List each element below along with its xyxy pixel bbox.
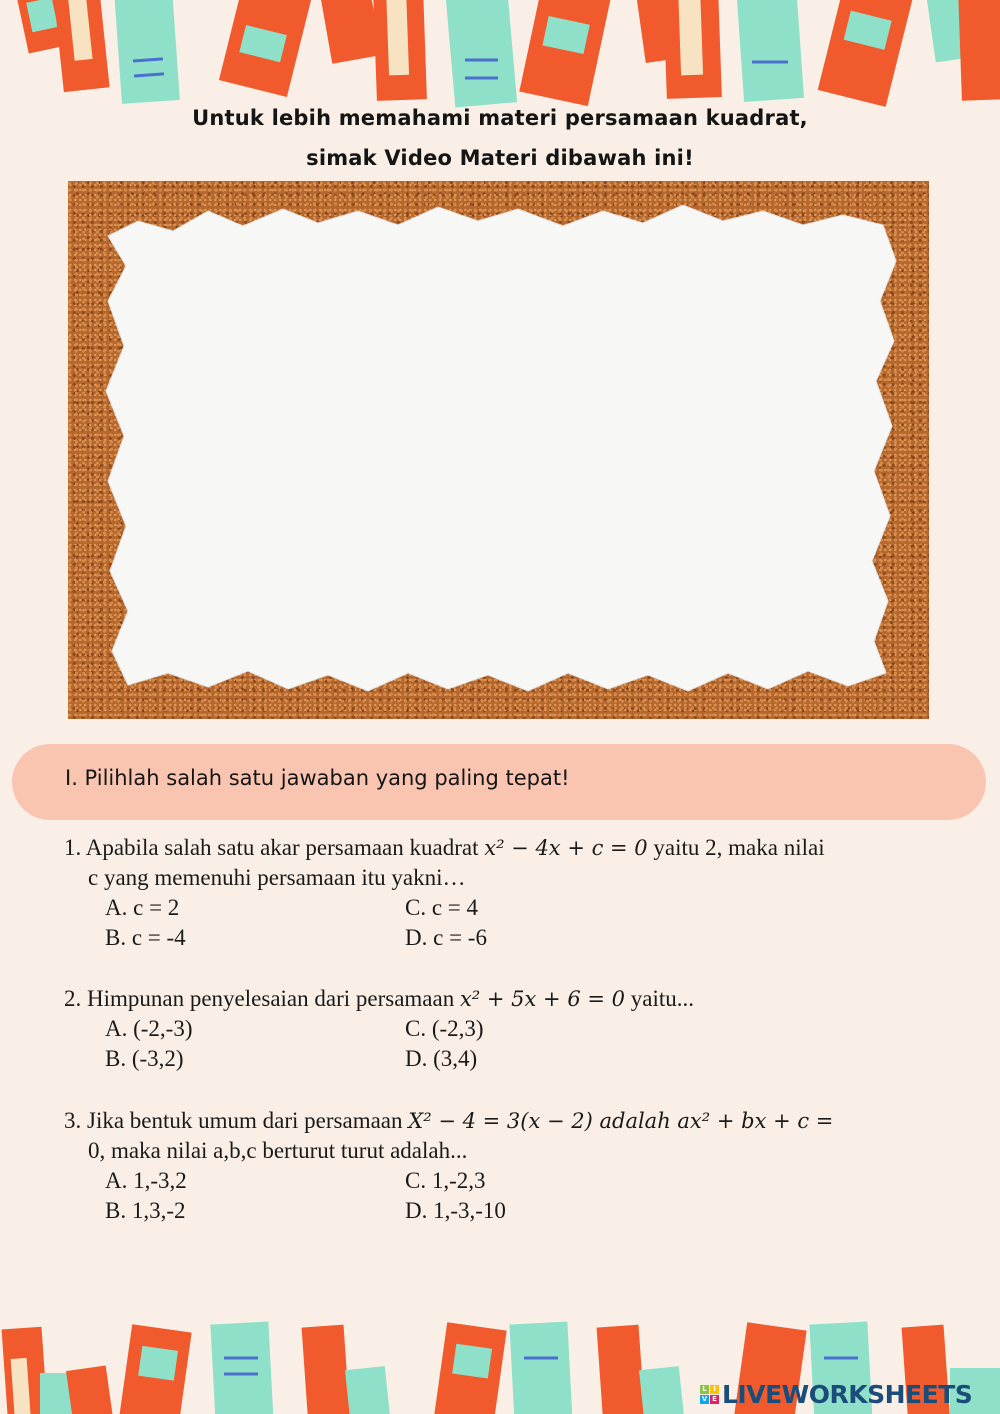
logo-text: LIVEWORKSHEETS — [722, 1379, 973, 1409]
torn-paper-shape — [68, 181, 929, 719]
question-2 — [64, 984, 944, 1014]
question-3-text: 3. Jika bentuk umum dari persamaan — [64, 1108, 409, 1133]
header-line-2: simak Video Materi dibawah ini! — [306, 146, 694, 170]
q3-option-b[interactable]: B. 1,3,-2 — [105, 1198, 186, 1223]
books-illustration — [0, 0, 1000, 110]
question-2-text: 2. Himpunan penyelesaian dari persamaan — [64, 986, 460, 1011]
q1-option-b[interactable]: B. c = -4 — [105, 925, 186, 950]
question-1-text-after: yaitu 2, maka nilai — [647, 835, 825, 860]
q1-option-c[interactable]: C. c = 4 — [405, 895, 479, 920]
q1-option-d[interactable]: D. c = -6 — [405, 925, 487, 950]
question-3-math: X² − 4 = 3(x − 2) adalah ax² + bx + c = — [408, 1109, 834, 1133]
question-1 — [64, 833, 944, 863]
question-3 — [64, 1106, 944, 1136]
top-books-decoration — [0, 0, 1000, 110]
q2-option-b[interactable]: B. (-3,2) — [105, 1046, 184, 1071]
q3-option-d[interactable]: D. 1,-3,-10 — [405, 1198, 506, 1223]
question-2-text-after: yaitu... — [625, 986, 694, 1011]
q3-option-c[interactable]: C. 1,-2,3 — [405, 1168, 486, 1193]
liveworksheets-logo[interactable] — [700, 1379, 972, 1409]
question-1-text: 1. Apabila salah satu akar persamaan kuadrat — [64, 835, 485, 860]
logo-grid-cell: E — [710, 1395, 719, 1404]
question-1-line-2: c yang memenuhi persamaan itu yakni… — [88, 865, 466, 890]
video-board[interactable] — [68, 181, 929, 719]
logo-grid-cell: I — [710, 1385, 719, 1394]
q2-option-d[interactable]: D. (3,4) — [405, 1046, 478, 1071]
question-2-math: x² + 5x + 6 = 0 — [459, 987, 625, 1011]
q2-option-c[interactable]: C. (-2,3) — [405, 1016, 484, 1041]
question-3-line-2: 0, maka nilai a,b,c berturut turut adalah... — [88, 1138, 468, 1163]
q2-option-a[interactable]: A. (-2,-3) — [105, 1016, 193, 1041]
logo-grid-cell: L — [700, 1385, 709, 1394]
section-title: I. Pilihlah salah satu jawaban yang paling tepat! — [65, 766, 570, 790]
q3-option-a[interactable]: A. 1,-3,2 — [105, 1168, 187, 1193]
header-line-1: Untuk lebih memahami materi persamaan kuadrat, — [192, 106, 808, 130]
logo-grid-icon — [700, 1385, 719, 1404]
question-1-math: x² − 4x + c = 0 — [484, 836, 648, 860]
q1-option-a[interactable]: A. c = 2 — [105, 895, 180, 920]
logo-grid-cell: V — [701, 1394, 708, 1403]
